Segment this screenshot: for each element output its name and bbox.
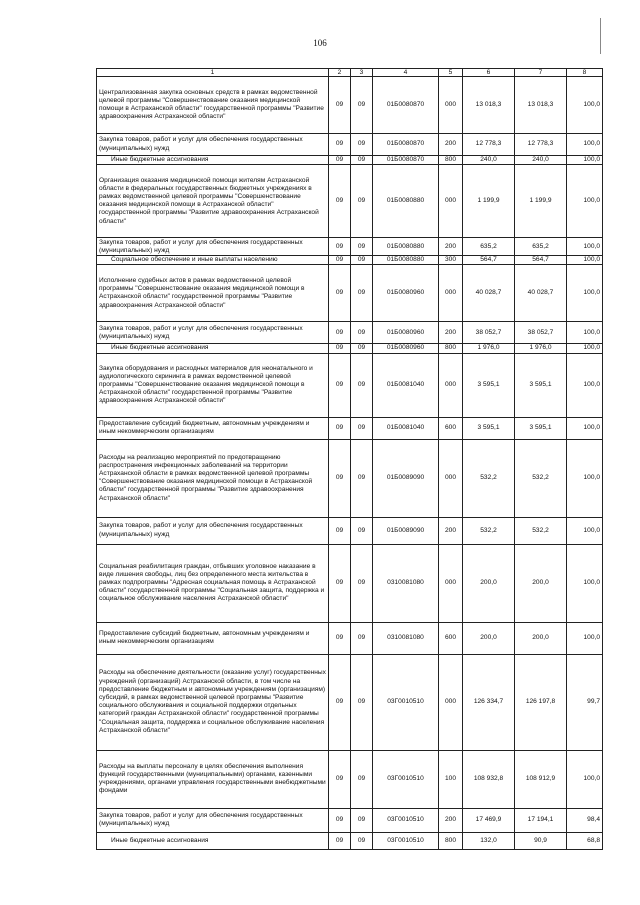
row-name: Социальное обеспечение и иные выплаты населению xyxy=(97,256,329,265)
executed-amount: 108 912,9 xyxy=(515,750,567,808)
table-row xyxy=(97,544,603,622)
section-code: 09 xyxy=(329,256,351,265)
planned-amount: 108 932,8 xyxy=(463,750,515,808)
table-row xyxy=(97,417,603,439)
expense-type-code: 200 xyxy=(439,322,463,344)
executed-amount: 1 199,9 xyxy=(515,165,567,238)
planned-amount: 17 469,9 xyxy=(463,808,515,832)
planned-amount: 38 052,7 xyxy=(463,322,515,344)
subsection-code: 09 xyxy=(351,750,373,808)
section-code: 09 xyxy=(329,77,351,134)
execution-percent: 100,0 xyxy=(567,156,603,165)
target-article-code: 0310081080 xyxy=(373,544,439,622)
subsection-code: 09 xyxy=(351,156,373,165)
target-article-code: 01Б0080960 xyxy=(373,322,439,344)
subsection-code: 09 xyxy=(351,353,373,417)
table-row xyxy=(97,750,603,808)
expense-type-code: 600 xyxy=(439,622,463,654)
expense-type-code: 800 xyxy=(439,344,463,353)
row-name: Иные бюджетные ассигнования xyxy=(97,156,329,165)
column-header: 6 xyxy=(463,69,515,77)
expense-type-code: 200 xyxy=(439,134,463,156)
section-code: 09 xyxy=(329,353,351,417)
target-article-code: 01Б0080870 xyxy=(373,77,439,134)
row-name: Предоставление субсидий бюджетным, автономным учреждениям и иным некоммерческим организациям xyxy=(97,417,329,439)
planned-amount: 13 018,3 xyxy=(463,77,515,134)
planned-amount: 3 595,1 xyxy=(463,417,515,439)
table-row xyxy=(97,832,603,849)
row-name: Закупка товаров, работ и услуг для обеспечения государственных (муниципальных) нужд xyxy=(97,808,329,832)
planned-amount: 40 028,7 xyxy=(463,265,515,322)
target-article-code: 0310081080 xyxy=(373,622,439,654)
column-header: 7 xyxy=(515,69,567,77)
section-code: 09 xyxy=(329,134,351,156)
table-row xyxy=(97,265,603,322)
executed-amount: 38 052,7 xyxy=(515,322,567,344)
executed-amount: 126 197,8 xyxy=(515,654,567,750)
budget-table xyxy=(96,68,603,850)
target-article-code: 03Г0010510 xyxy=(373,750,439,808)
section-code: 09 xyxy=(329,808,351,832)
execution-percent: 100,0 xyxy=(567,439,603,517)
section-code: 09 xyxy=(329,417,351,439)
subsection-code: 09 xyxy=(351,622,373,654)
target-article-code: 01Б0081040 xyxy=(373,353,439,417)
planned-amount: 200,0 xyxy=(463,544,515,622)
expense-type-code: 000 xyxy=(439,439,463,517)
table-row xyxy=(97,439,603,517)
execution-percent: 100,0 xyxy=(567,256,603,265)
executed-amount: 200,0 xyxy=(515,622,567,654)
column-header: 3 xyxy=(351,69,373,77)
section-code: 09 xyxy=(329,517,351,544)
row-name: Закупка товаров, работ и услуг для обеспечения государственных (муниципальных) нужд xyxy=(97,322,329,344)
execution-percent: 100,0 xyxy=(567,417,603,439)
planned-amount: 132,0 xyxy=(463,832,515,849)
subsection-code: 09 xyxy=(351,77,373,134)
execution-percent: 100,0 xyxy=(567,322,603,344)
target-article-code: 01Б0080880 xyxy=(373,238,439,256)
table-row xyxy=(97,256,603,265)
target-article-code: 01Б0081040 xyxy=(373,417,439,439)
section-code: 09 xyxy=(329,832,351,849)
executed-amount: 17 194,1 xyxy=(515,808,567,832)
subsection-code: 09 xyxy=(351,256,373,265)
row-name: Закупка товаров, работ и услуг для обеспечения государственных (муниципальных) нужд xyxy=(97,134,329,156)
execution-percent: 100,0 xyxy=(567,544,603,622)
executed-amount: 3 595,1 xyxy=(515,417,567,439)
row-name: Предоставление субсидий бюджетным, автономным учреждениям и иным некоммерческим организациям xyxy=(97,622,329,654)
table-header-row xyxy=(97,69,603,77)
executed-amount: 40 028,7 xyxy=(515,265,567,322)
section-code: 09 xyxy=(329,439,351,517)
expense-type-code: 300 xyxy=(439,256,463,265)
section-code: 09 xyxy=(329,238,351,256)
margin-line xyxy=(600,18,601,54)
table-row xyxy=(97,654,603,750)
section-code: 09 xyxy=(329,165,351,238)
table-row xyxy=(97,238,603,256)
table-row xyxy=(97,517,603,544)
target-article-code: 01Б0080960 xyxy=(373,265,439,322)
executed-amount: 3 595,1 xyxy=(515,353,567,417)
section-code: 09 xyxy=(329,750,351,808)
target-article-code: 01Б0080870 xyxy=(373,156,439,165)
target-article-code: 03Г0010510 xyxy=(373,654,439,750)
table-row xyxy=(97,344,603,353)
execution-percent: 100,0 xyxy=(567,353,603,417)
executed-amount: 12 778,3 xyxy=(515,134,567,156)
executed-amount: 1 976,0 xyxy=(515,344,567,353)
column-header: 5 xyxy=(439,69,463,77)
table-row xyxy=(97,165,603,238)
target-article-code: 01Б0080880 xyxy=(373,165,439,238)
execution-percent: 100,0 xyxy=(567,77,603,134)
execution-percent: 100,0 xyxy=(567,622,603,654)
subsection-code: 09 xyxy=(351,832,373,849)
planned-amount: 564,7 xyxy=(463,256,515,265)
subsection-code: 09 xyxy=(351,134,373,156)
execution-percent: 98,4 xyxy=(567,808,603,832)
target-article-code: 01Б0080880 xyxy=(373,256,439,265)
executed-amount: 240,0 xyxy=(515,156,567,165)
planned-amount: 1 199,9 xyxy=(463,165,515,238)
expense-type-code: 000 xyxy=(439,654,463,750)
table-row xyxy=(97,622,603,654)
row-name: Расходы на обеспечение деятельности (оказание услуг) государственных учреждений (организаций) Астраханской области, в том числе на предоставление бюджетным и автономным учреждениям (организациям) субсидий, в рамках ведомственной целевой программы "Развитие социального обслуживания и социальной поддержки отдельных категорий граждан Астраханской области" государственной программы "Социальная защита, поддержка и социальное обслуживание населения Астраханской области" xyxy=(97,654,329,750)
row-name: Закупка товаров, работ и услуг для обеспечения государственных (муниципальных) нужд xyxy=(97,517,329,544)
subsection-code: 09 xyxy=(351,808,373,832)
subsection-code: 09 xyxy=(351,417,373,439)
expense-type-code: 800 xyxy=(439,156,463,165)
column-header: 4 xyxy=(373,69,439,77)
planned-amount: 12 778,3 xyxy=(463,134,515,156)
table-row xyxy=(97,808,603,832)
table-row xyxy=(97,77,603,134)
row-name: Расходы на выплаты персоналу в целях обеспечения выполнения функций государственными (муниципальными) органами, казенными учреждениями, органами управления государственными внебюджетными фондами xyxy=(97,750,329,808)
subsection-code: 09 xyxy=(351,322,373,344)
section-code: 09 xyxy=(329,622,351,654)
table-row xyxy=(97,134,603,156)
target-article-code: 01Б0080870 xyxy=(373,134,439,156)
table-row xyxy=(97,353,603,417)
planned-amount: 1 976,0 xyxy=(463,344,515,353)
target-article-code: 03Г0010510 xyxy=(373,808,439,832)
expense-type-code: 000 xyxy=(439,353,463,417)
planned-amount: 3 595,1 xyxy=(463,353,515,417)
subsection-code: 09 xyxy=(351,238,373,256)
section-code: 09 xyxy=(329,265,351,322)
section-code: 09 xyxy=(329,654,351,750)
row-name: Централизованная закупка основных средств в рамках ведомственной целевой программы "Совершенствование оказания медицинской помощи в Астраханской области" государственной программы "Развитие здравоохранения Астраханской области" xyxy=(97,77,329,134)
subsection-code: 09 xyxy=(351,544,373,622)
expense-type-code: 200 xyxy=(439,808,463,832)
section-code: 09 xyxy=(329,544,351,622)
row-name: Организация оказания медицинской помощи жителям Астраханской области в федеральных государственных бюджетных учреждениях в рамках ведомственной целевой программы "Совершенствование оказания медицинской помощи в Астраханской области" государственной программы "Развитие здравоохранения Астраханской области" xyxy=(97,165,329,238)
execution-percent: 100,0 xyxy=(567,344,603,353)
execution-percent: 100,0 xyxy=(567,165,603,238)
planned-amount: 126 334,7 xyxy=(463,654,515,750)
executed-amount: 532,2 xyxy=(515,517,567,544)
executed-amount: 564,7 xyxy=(515,256,567,265)
executed-amount: 635,2 xyxy=(515,238,567,256)
subsection-code: 09 xyxy=(351,654,373,750)
column-header: 1 xyxy=(97,69,329,77)
row-name: Исполнение судебных актов в рамках ведомственной целевой программы "Совершенствование оказания медицинской помощи в Астраханской области" государственной программы "Развитие здравоохранения Астраханской области" xyxy=(97,265,329,322)
execution-percent: 100,0 xyxy=(567,238,603,256)
expense-type-code: 000 xyxy=(439,165,463,238)
planned-amount: 532,2 xyxy=(463,439,515,517)
subsection-code: 09 xyxy=(351,439,373,517)
execution-percent: 100,0 xyxy=(567,265,603,322)
row-name: Закупка оборудования и расходных материалов для неонатального и аудиологического скрининга в рамках ведомственной целевой программы "Совершенствование оказания медицинской помощи в Астраханской области" государственной программы "Развитие здравоохранения Астраханской области" xyxy=(97,353,329,417)
execution-percent: 100,0 xyxy=(567,134,603,156)
row-name: Закупка товаров, работ и услуг для обеспечения государственных (муниципальных) нужд xyxy=(97,238,329,256)
table-row xyxy=(97,156,603,165)
execution-percent: 100,0 xyxy=(567,750,603,808)
page-number: 106 xyxy=(313,38,327,48)
column-header: 8 xyxy=(567,69,603,77)
row-name: Иные бюджетные ассигнования xyxy=(97,344,329,353)
expense-type-code: 600 xyxy=(439,417,463,439)
row-name: Социальная реабилитация граждан, отбывших уголовное наказание в виде лишения свободы, лиц без определенного места жительства в рамках подпрограммы "Адресная социальная помощь в Астраханской области" государственной программы "Социальная защита, поддержка и социальное обслуживание населения Астраханской области" xyxy=(97,544,329,622)
executed-amount: 532,2 xyxy=(515,439,567,517)
subsection-code: 09 xyxy=(351,344,373,353)
subsection-code: 09 xyxy=(351,517,373,544)
expense-type-code: 000 xyxy=(439,265,463,322)
row-name: Расходы на реализацию мероприятий по предотвращению распространения инфекционных заболеваний на территории Астраханской области в рамках ведомственной целевой программы "Совершенствование оказания медицинской помощи в Астраханской области" государственной программы "Развитие здравоохранения Астраханской области" xyxy=(97,439,329,517)
subsection-code: 09 xyxy=(351,165,373,238)
column-header: 2 xyxy=(329,69,351,77)
target-article-code: 03Г0010510 xyxy=(373,832,439,849)
expense-type-code: 000 xyxy=(439,77,463,134)
executed-amount: 13 018,3 xyxy=(515,77,567,134)
planned-amount: 240,0 xyxy=(463,156,515,165)
subsection-code: 09 xyxy=(351,265,373,322)
expense-type-code: 800 xyxy=(439,832,463,849)
planned-amount: 635,2 xyxy=(463,238,515,256)
execution-percent: 99,7 xyxy=(567,654,603,750)
target-article-code: 01Б0089090 xyxy=(373,439,439,517)
target-article-code: 01Б0089090 xyxy=(373,517,439,544)
expense-type-code: 100 xyxy=(439,750,463,808)
planned-amount: 532,2 xyxy=(463,517,515,544)
expense-type-code: 000 xyxy=(439,544,463,622)
expense-type-code: 200 xyxy=(439,517,463,544)
row-name: Иные бюджетные ассигнования xyxy=(97,832,329,849)
executed-amount: 90,9 xyxy=(515,832,567,849)
target-article-code: 01Б0080960 xyxy=(373,344,439,353)
section-code: 09 xyxy=(329,344,351,353)
execution-percent: 100,0 xyxy=(567,517,603,544)
executed-amount: 200,0 xyxy=(515,544,567,622)
table-row xyxy=(97,322,603,344)
execution-percent: 68,8 xyxy=(567,832,603,849)
planned-amount: 200,0 xyxy=(463,622,515,654)
expense-type-code: 200 xyxy=(439,238,463,256)
section-code: 09 xyxy=(329,156,351,165)
section-code: 09 xyxy=(329,322,351,344)
